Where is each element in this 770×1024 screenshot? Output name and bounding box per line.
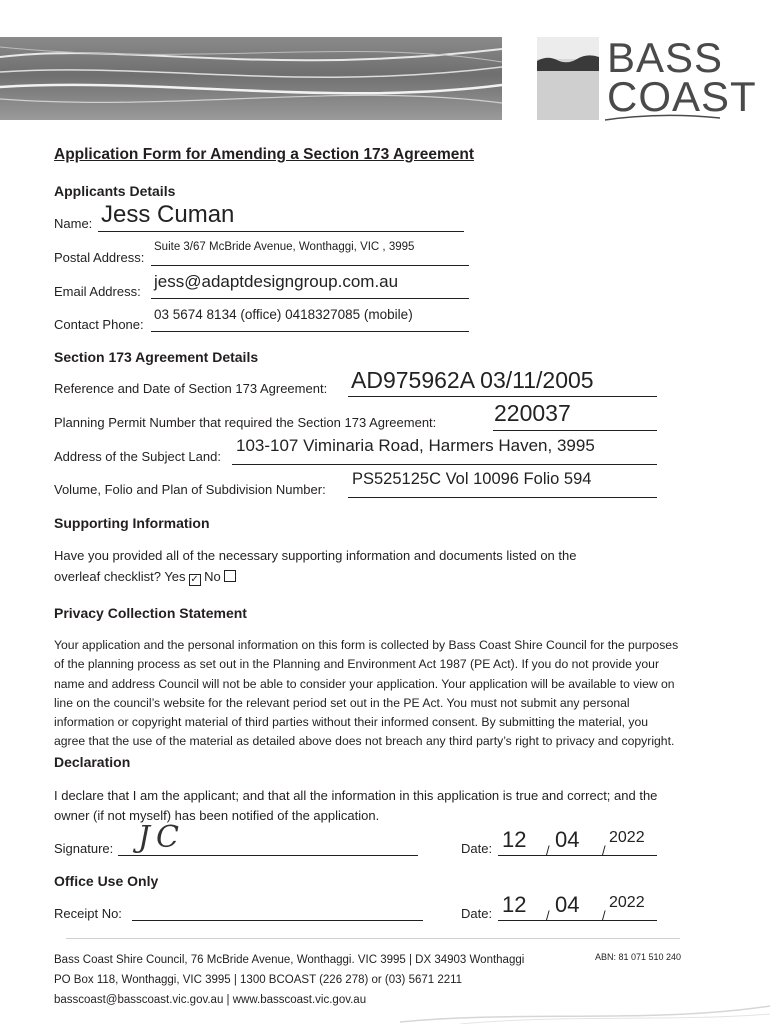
- declaration-date-month[interactable]: 04: [555, 827, 580, 852]
- yes-checkbox[interactable]: ✓: [190, 574, 199, 585]
- privacy-line: of the planning process as set out in the Planning and Environment Act 1987 (PE Act). If you do not provide your: [54, 657, 660, 672]
- logo-text-coast: COAST: [607, 73, 757, 120]
- logo-swoosh-icon: [605, 112, 720, 122]
- email-field[interactable]: jess@adaptdesigngroup.com.au: [154, 272, 399, 291]
- office-date-line: [498, 920, 657, 921]
- office-date-day[interactable]: 12: [502, 892, 527, 917]
- supporting-question-line1: Have you provided all of the necessary supporting information and documents listed on the: [54, 548, 577, 563]
- privacy-line: line on the council’s website for the relevant period set out in the PE Act. You must not submit any personal: [54, 695, 630, 710]
- declaration-date-line: [498, 855, 657, 856]
- declaration-line1: I declare that I am the applicant; and that all the information in this application is true and correct; and the: [54, 788, 658, 803]
- footer-divider: [66, 938, 680, 939]
- privacy-line: agree that the use of the material as detailed above does not breach any third party’s right to privacy and copyright.: [54, 734, 675, 749]
- privacy-heading: Privacy Collection Statement: [54, 605, 247, 621]
- office-use-heading: Office Use Only: [54, 873, 159, 889]
- volume-line: [348, 497, 657, 498]
- postal-field[interactable]: Suite 3/67 McBride Avenue, Wonthaggi, VIC , 3995: [154, 241, 415, 253]
- footer-wave-graphic: [400, 1000, 770, 1024]
- wave-lines-graphic: [0, 37, 502, 120]
- address-label: Address of the Subject Land:: [54, 449, 221, 464]
- signature-line: [118, 855, 418, 856]
- receipt-label: Receipt No:: [54, 906, 122, 921]
- logo-text-bass: BASS: [607, 34, 724, 81]
- reference-field[interactable]: AD975962A 03/11/2005: [351, 367, 594, 393]
- reference-label: Reference and Date of Section 173 Agreement:: [54, 381, 328, 396]
- privacy-line: name and address Council will not be able to consider your application. Your application will be available to view on: [54, 676, 675, 691]
- name-field[interactable]: Jess Cuman: [101, 201, 235, 228]
- phone-label: Contact Phone:: [54, 317, 144, 332]
- applicants-heading: Applicants Details: [54, 183, 176, 199]
- declaration-heading: Declaration: [54, 754, 131, 770]
- no-checkbox[interactable]: [224, 570, 236, 582]
- email-line: [151, 298, 469, 299]
- date-separator: /: [602, 908, 606, 923]
- declaration-date-day[interactable]: 12: [502, 827, 527, 852]
- name-line: [98, 231, 464, 232]
- supporting-heading: Supporting Information: [54, 515, 210, 531]
- date-separator: /: [602, 843, 606, 858]
- header-banner-image: [0, 37, 502, 120]
- supporting-question-text: overleaf checklist? Yes: [54, 569, 186, 584]
- form-title: Application Form for Amending a Section 173 Agreement: [54, 146, 474, 163]
- permit-field[interactable]: 220037: [494, 400, 571, 426]
- date-separator: /: [546, 908, 550, 923]
- volume-field[interactable]: PS525125C Vol 10096 Folio 594: [352, 470, 592, 488]
- office-date-year[interactable]: 2022: [609, 894, 645, 911]
- phone-field[interactable]: 03 5674 8134 (office) 0418327085 (mobile): [154, 307, 413, 322]
- postal-line: [151, 265, 469, 266]
- email-label: Email Address:: [54, 284, 141, 299]
- receipt-line[interactable]: [132, 920, 423, 921]
- supporting-question-line2: [54, 569, 236, 586]
- date-separator: /: [546, 843, 550, 858]
- declaration-date-label: Date:: [461, 841, 493, 856]
- privacy-line: information or copyright material of third parties without their informed consent. By submitting the material, you: [54, 715, 649, 730]
- declaration-line2: owner (if not myself) has been notified of the application.: [54, 808, 380, 823]
- name-label: Name:: [54, 216, 93, 231]
- declaration-date-year[interactable]: 2022: [609, 829, 645, 846]
- address-line: [232, 464, 657, 465]
- signature-label: Signature:: [54, 841, 114, 856]
- footer-web: basscoast@basscoast.vic.gov.au | www.basscoast.vic.gov.au: [54, 994, 367, 1006]
- signature-field[interactable]: JC: [138, 820, 185, 855]
- footer-address: Bass Coast Shire Council, 76 McBride Avenue, Wonthaggi. VIC 3995 | DX 34903 Wonthaggi: [54, 954, 525, 966]
- footer-abn: ABN: 81 071 510 240: [595, 952, 682, 962]
- privacy-line: Your application and the personal information on this form is collected by Bass Coast Shire Council for the purposes: [54, 638, 679, 652]
- permit-label: Planning Permit Number that required the Section 173 Agreement:: [54, 415, 437, 430]
- office-date-month[interactable]: 04: [555, 892, 580, 917]
- permit-line: [493, 430, 657, 431]
- volume-label: Volume, Folio and Plan of Subdivision Number:: [54, 482, 326, 497]
- phone-line: [151, 331, 469, 332]
- no-label: No: [204, 569, 221, 584]
- reference-line: [348, 396, 657, 397]
- address-field[interactable]: 103-107 Viminaria Road, Harmers Haven, 3995: [236, 436, 595, 455]
- agreement-heading: Section 173 Agreement Details: [54, 349, 259, 365]
- postal-label: Postal Address:: [54, 250, 145, 265]
- privacy-statement: [54, 636, 714, 752]
- logo-mark: [537, 37, 599, 120]
- footer-phone: PO Box 118, Wonthaggi, VIC 3995 | 1300 BCOAST (226 278) or (03) 5671 2211: [54, 974, 463, 986]
- office-date-label: Date:: [461, 906, 493, 921]
